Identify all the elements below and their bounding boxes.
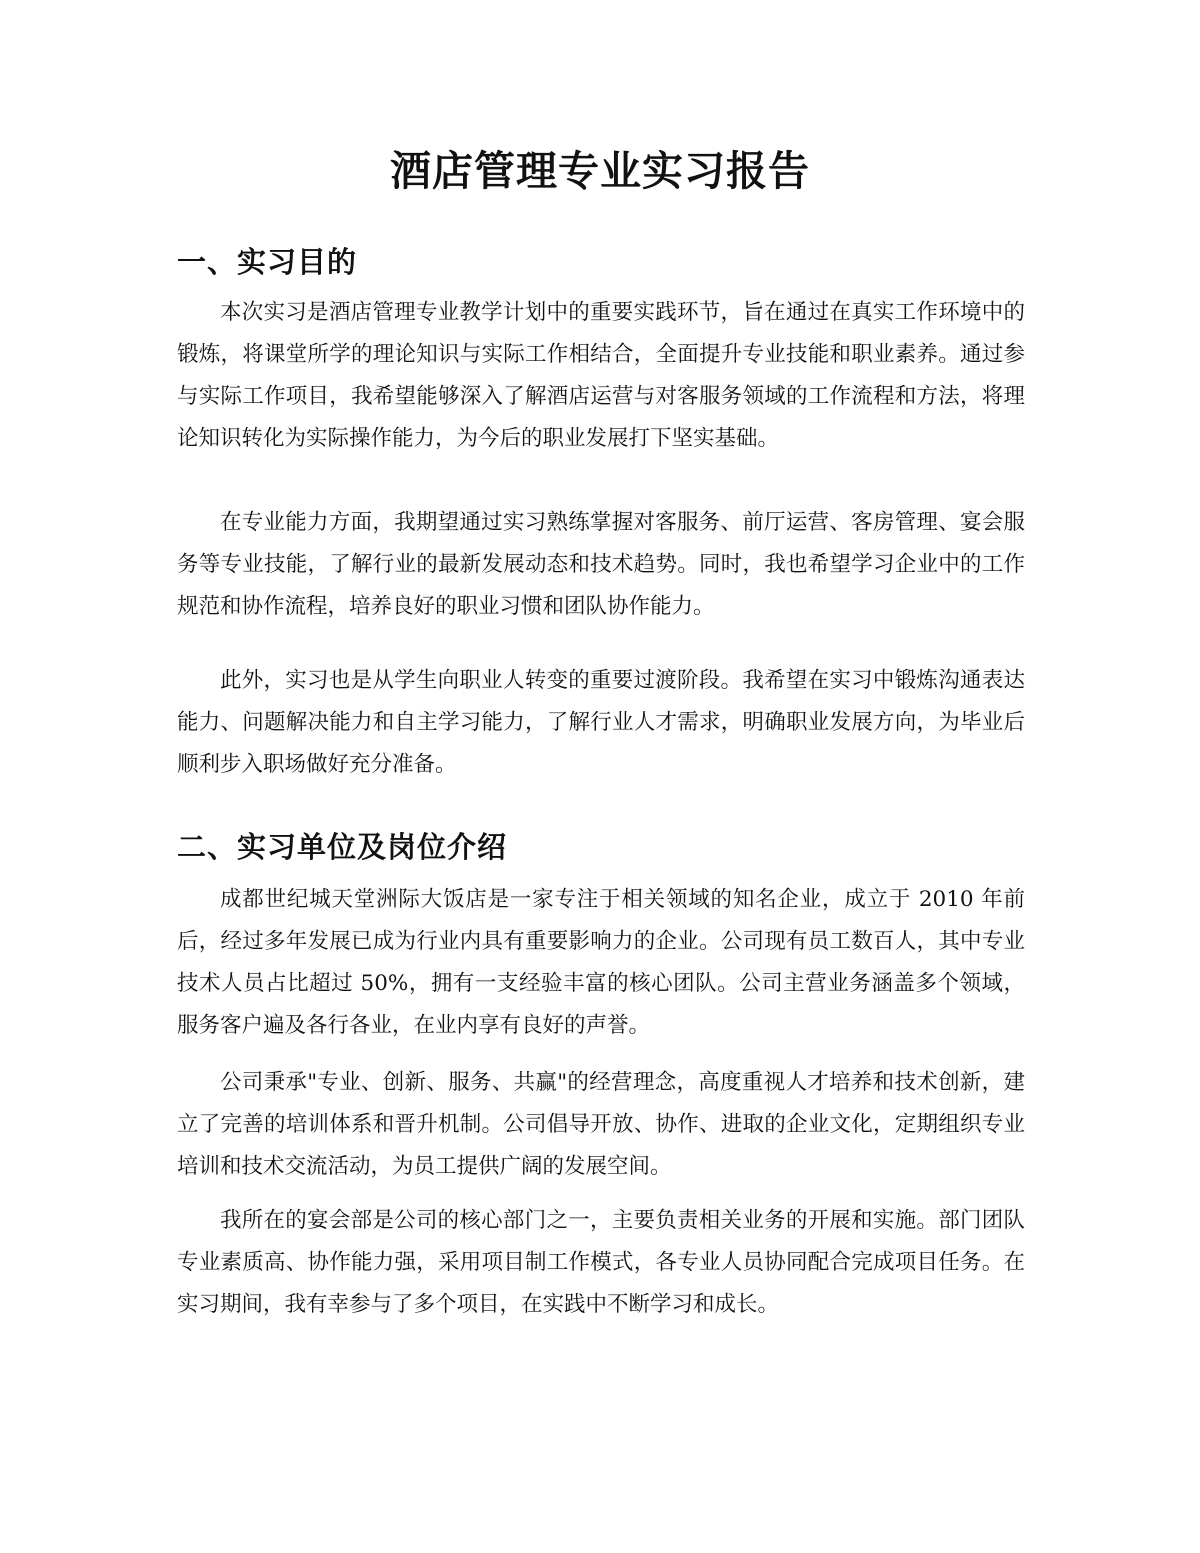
paragraph: 成都世纪城天堂洲际大饭店是一家专注于相关领域的知名企业，成立于 2010 年前后，经过多年发展已成为行业内具有重要影响力的企业。公司现有员工数百人，其中专业技术人员占比超过 50%，拥有一支经验丰富的核心团队。公司主营业务涵盖多个领域，服务客户遍及各行各业，在业内享有良好的声誉。 bbox=[177, 887, 1025, 1038]
document-title: 酒店管理专业实习报告 bbox=[390, 147, 810, 195]
paragraph: 公司秉承"专业、创新、服务、共赢"的经营理念，高度重视人才培养和技术创新，建立了完善的培训体系和晋升机制。公司倡导开放、协作、进取的企业文化，定期组织专业培训和技术交流活动，为员工提供广阔的发展空间。 bbox=[177, 1070, 1025, 1179]
paragraph: 此外，实习也是从学生向职业人转变的重要过渡阶段。我希望在实习中锻炼沟通表达能力、问题解决能力和自主学习能力，了解行业人才需求，明确职业发展方向，为毕业后顺利步入职场做好充分准备。 bbox=[177, 668, 1025, 777]
paragraph: 我所在的宴会部是公司的核心部门之一，主要负责相关业务的开展和实施。部门团队专业素质高、协作能力强，采用项目制工作模式，各专业人员协同配合完成项目任务。在实习期间，我有幸参与了多个项目，在实践中不断学习和成长。 bbox=[177, 1208, 1025, 1317]
paragraph: 本次实习是酒店管理专业教学计划中的重要实践环节，旨在通过在真实工作环境中的锻炼，将课堂所学的理论知识与实际工作相结合，全面提升专业技能和职业素养。通过参与实际工作项目，我希望能够深入了解酒店运营与对客服务领域的工作流程和方法，将理论知识转化为实际操作能力，为今后的职业发展打下坚实基础。 bbox=[177, 300, 1025, 451]
section-heading-company: 二、实习单位及岗位介绍 bbox=[177, 830, 508, 864]
section-heading-purpose: 一、实习目的 bbox=[177, 245, 358, 279]
paragraph: 在专业能力方面，我期望通过实习熟练掌握对客服务、前厅运营、客房管理、宴会服务等专业技能，了解行业的最新发展动态和技术趋势。同时，我也希望学习企业中的工作规范和协作流程，培养良好的职业习惯和团队协作能力。 bbox=[177, 510, 1025, 619]
